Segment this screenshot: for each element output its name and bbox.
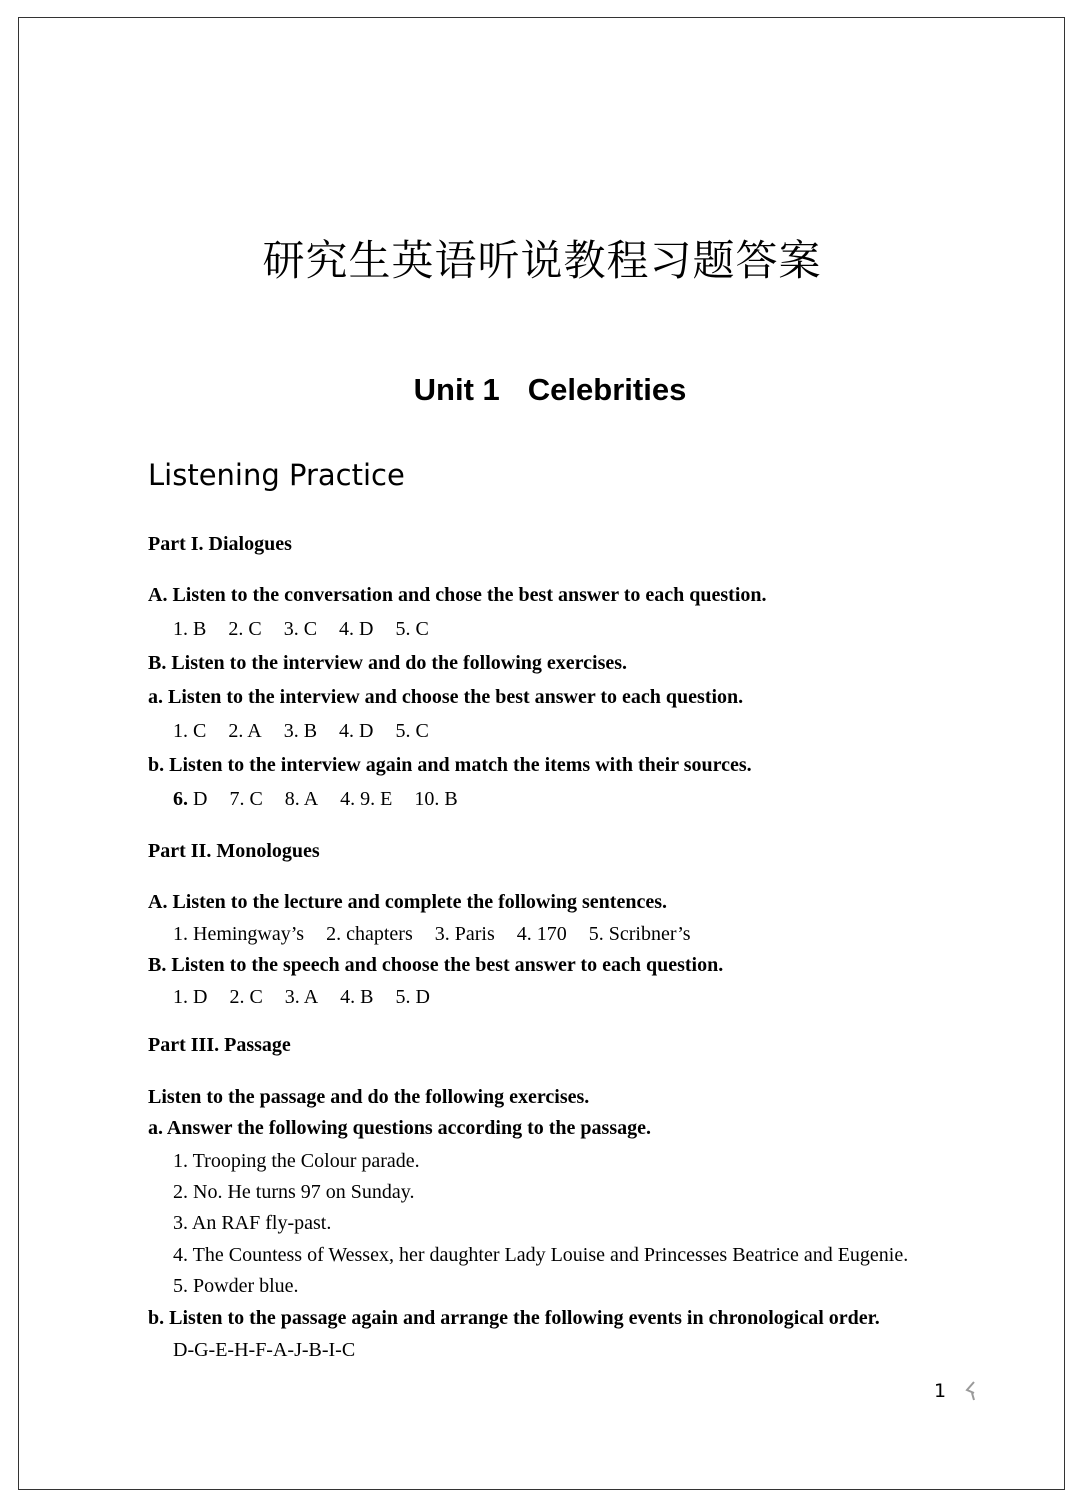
answer-item: 3. A bbox=[284, 986, 319, 1008]
part2-b-answers bbox=[173, 986, 452, 1009]
unit-heading bbox=[0, 372, 1084, 408]
part1-b-instruction: B. Listen to the interview and do the following exercises. bbox=[148, 652, 628, 674]
part1-a-answers bbox=[173, 618, 451, 641]
part3-a-instruction: a. Answer the following questions according to the passage. bbox=[148, 1117, 651, 1139]
answer-item: 8. A bbox=[284, 788, 319, 810]
answer-item: 4. 9. E bbox=[340, 788, 393, 810]
answer-item: 3. B bbox=[283, 720, 318, 742]
list-item: 1. Trooping the Colour parade. bbox=[173, 1150, 420, 1172]
part2-b-instruction: B. Listen to the speech and choose the best answer to each question. bbox=[148, 954, 724, 976]
unit-name: Celebrities bbox=[527, 372, 687, 407]
answer-item: 1. Hemingway’s bbox=[173, 923, 305, 945]
list-item: 3. An RAF fly-past. bbox=[173, 1212, 332, 1234]
answer-item: 2. C bbox=[228, 618, 262, 640]
part1-bb-instruction: b. Listen to the interview again and match the items with their sources. bbox=[148, 754, 752, 776]
answer-item: 2. C bbox=[229, 986, 263, 1008]
list-item: 2. No. He turns 97 on Sunday. bbox=[173, 1181, 415, 1203]
answer-item: 10. B bbox=[414, 788, 458, 810]
part3-b-instruction: b. Listen to the passage again and arrange the following events in chronological order. bbox=[148, 1307, 880, 1329]
answer-item: 2. A bbox=[228, 720, 262, 742]
part3-heading: Part III. Passage bbox=[148, 1034, 291, 1056]
part2-heading: Part II. Monologues bbox=[148, 840, 320, 862]
part2-a-answers bbox=[173, 923, 713, 946]
part1-a-instruction: A. Listen to the conversation and chose the best answer to each question. bbox=[148, 584, 767, 606]
page-corner-icon bbox=[963, 1379, 977, 1403]
answer-item: 4. D bbox=[339, 618, 374, 640]
answer-item: 5. C bbox=[395, 720, 429, 742]
part1-bb-answers bbox=[173, 788, 480, 811]
document-title: 研究生英语听说教程习题答案 bbox=[262, 236, 822, 285]
section-heading: Listening Practice bbox=[148, 458, 405, 492]
part3-b-answer: D-G-E-H-F-A-J-B-I-C bbox=[173, 1339, 356, 1361]
list-item: 4. The Countess of Wessex, her daughter Lady Louise and Princesses Beatrice and Eugenie. bbox=[173, 1244, 909, 1266]
page-number: 1 bbox=[934, 1380, 947, 1402]
answer-item: 2. chapters bbox=[326, 923, 413, 945]
answer-item: 1. B bbox=[173, 618, 207, 640]
part1-ba-answers bbox=[173, 720, 451, 743]
answer-number: 6. bbox=[173, 788, 188, 810]
unit-number: Unit 1 bbox=[413, 372, 500, 407]
answer-item: 3. Paris bbox=[434, 923, 495, 945]
answer-item: 4. D bbox=[339, 720, 374, 742]
answer-item: 5. C bbox=[395, 618, 429, 640]
answer-item: 1. C bbox=[173, 720, 207, 742]
part1-heading: Part I. Dialogues bbox=[148, 533, 292, 555]
part2-a-instruction: A. Listen to the lecture and complete the following sentences. bbox=[148, 891, 668, 913]
answer-item: 4. B bbox=[340, 986, 374, 1008]
answer-item: 3. C bbox=[283, 618, 318, 640]
answer-value: D bbox=[188, 788, 208, 810]
answer-item: 4. 170 bbox=[516, 923, 567, 945]
answer-item: 7. C bbox=[229, 788, 263, 810]
part1-ba-instruction: a. Listen to the interview and choose the best answer to each question. bbox=[148, 686, 744, 708]
answer-item: 1. D bbox=[173, 986, 208, 1008]
answer-item: 5. Scribner’s bbox=[588, 923, 691, 945]
answer-item bbox=[173, 788, 207, 810]
list-item: 5. Powder blue. bbox=[173, 1275, 299, 1297]
answer-item: 5. D bbox=[395, 986, 430, 1008]
part3-instruction: Listen to the passage and do the following exercises. bbox=[148, 1086, 590, 1108]
